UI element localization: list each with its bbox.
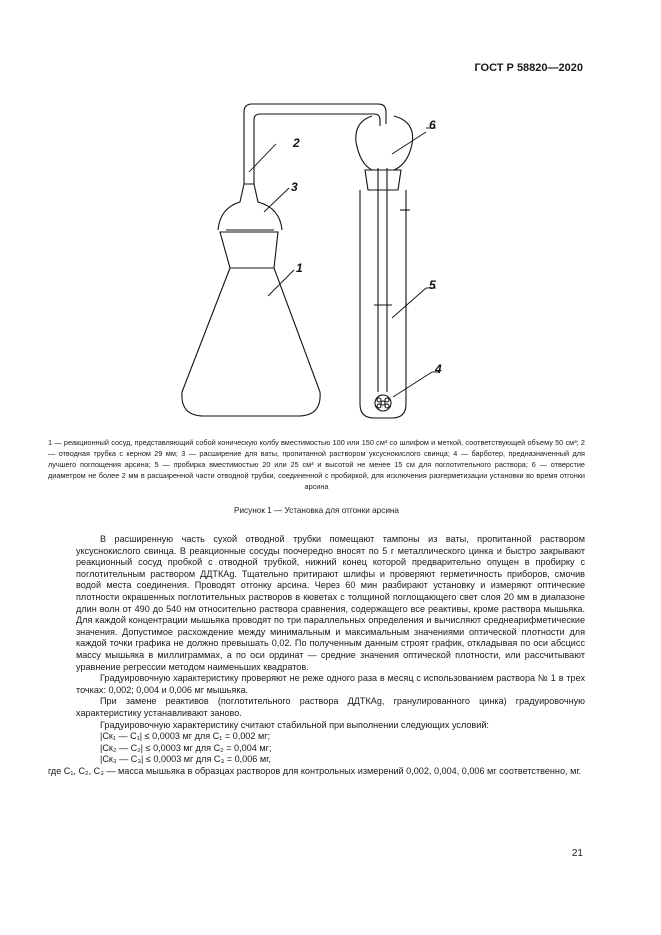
delivery-tube bbox=[244, 104, 386, 184]
test-tube bbox=[360, 190, 406, 418]
conical-flask bbox=[182, 268, 320, 416]
callout-3: 3 bbox=[291, 180, 298, 194]
callout-6: 6 bbox=[429, 118, 436, 132]
paragraph-reagents: При замене реактивов (поглотительного раствора ДДТКAg, гранулированного цинка) градуировочную характеристику устанавливают заново. bbox=[76, 696, 585, 718]
callout-2: 2 bbox=[293, 136, 300, 150]
page-number: 21 bbox=[571, 848, 583, 859]
condition-1: |Ск₁ — С₁| ≤ 0,0003 мг для С₁ = 0,002 мг; bbox=[100, 731, 271, 742]
apparatus-figure bbox=[160, 92, 460, 432]
figure-caption: Рисунок 1 — Установка для отгонки арсина bbox=[234, 506, 399, 515]
paragraph-where: где С₁, С₂, С₃ — масса мышьяка в образцах растворов для контрольных измерений 0,002, 0,004, 0,006 мг соответственно, мг. bbox=[48, 765, 582, 776]
condition-3: |Ск₃ — С₃| ≤ 0,0003 мг для С₃ = 0,006 мг, bbox=[100, 754, 271, 765]
cotton-expansion bbox=[218, 184, 282, 230]
flask-stopper bbox=[220, 232, 278, 268]
paragraph-stability: Градуировочную характеристику считают стабильной при выполнении следующих условий: bbox=[100, 719, 489, 730]
body-text bbox=[48, 534, 585, 777]
paragraph-check: Градуировочную характеристику проверяют не реже одного раза в месяц с использованием раствора № 1 в трех точках: 0,002; 0,004 и 0,006 мг мышьяка. bbox=[76, 673, 585, 695]
arsine-distillation-apparatus-drawing bbox=[160, 92, 460, 432]
test-tube-stopper bbox=[365, 170, 401, 190]
standard-header: ГОСТ Р 58820—2020 bbox=[474, 62, 583, 74]
figure-legend: 1 — реакционный сосуд, представляющий собой коническую колбу вместимостью 100 или 150 см³ со шлифом и меткой, соответствующей объему 50 см³; 2 — отводная трубка с керном 29 мм; 3 — расширение для ваты, пропитанной раствором уксуснокислого свинца; 4 — барботер, предназначенный для лучшего поглощения арсина; 5 — пробирка вместимостью 20 или 25 см³ и высотой не менее 15 см для поглотительного раствора; 6 — отверстие диаметром не более 2 мм в расширенной части отводной трубки, соединенной с пробиркой, для исключения разгерметизации установки во время отгонки арсина bbox=[48, 438, 585, 491]
tube-bulb bbox=[356, 116, 372, 170]
bubbler bbox=[375, 395, 391, 411]
callout-4: 4 bbox=[435, 362, 442, 376]
paragraph-procedure: В расширенную часть сухой отводной трубки помещают тампоны из ваты, пропитанной раствором уксуснокислого свинца. В реакционные сосуды поочередно вносят по 5 г металлического цинка и быстро закрывают реакционный сосуд пробкой с отводной трубкой, нижний конец которой предварительно опущен в пробирку с поглотительным раствором ДДТКAg. Тщательно притирают шлифы и проверяют герметичность приборов, смочив водой места соединения. Проводят отгонку арсина. Через 60 мин разбирают установку и измеряют оптические плотности окрашенных поглотительных растворов в кюветах с толщиной поглощающего свет слоя 20 мм в диапазоне длин волн от 490 до 540 нм относительно раствора сравнения, содержащего все реактивы, кроме раствора мышьяка. Для каждой концентрации мышьяка проводят по три параллельных определения и вычисляют среднеарифметические значения. Допустимое расхождение между минимальным и максимальным значениями оптической плотности для каждой точки графика не должно превышать 0,02. По полученным данным строят график, откладывая по оси абсцисс массу мышьяка в миллиграммах, а по оси ординат — средние значения оптической плотности, или рассчитывают уравнение регрессии методом наименьших квадратов. bbox=[76, 534, 585, 672]
callout-5: 5 bbox=[429, 278, 436, 292]
callout-1: 1 bbox=[296, 261, 303, 275]
condition-2: |Ск₂ — С₂| ≤ 0,0003 мг для С₂ = 0,004 мг; bbox=[100, 742, 272, 753]
